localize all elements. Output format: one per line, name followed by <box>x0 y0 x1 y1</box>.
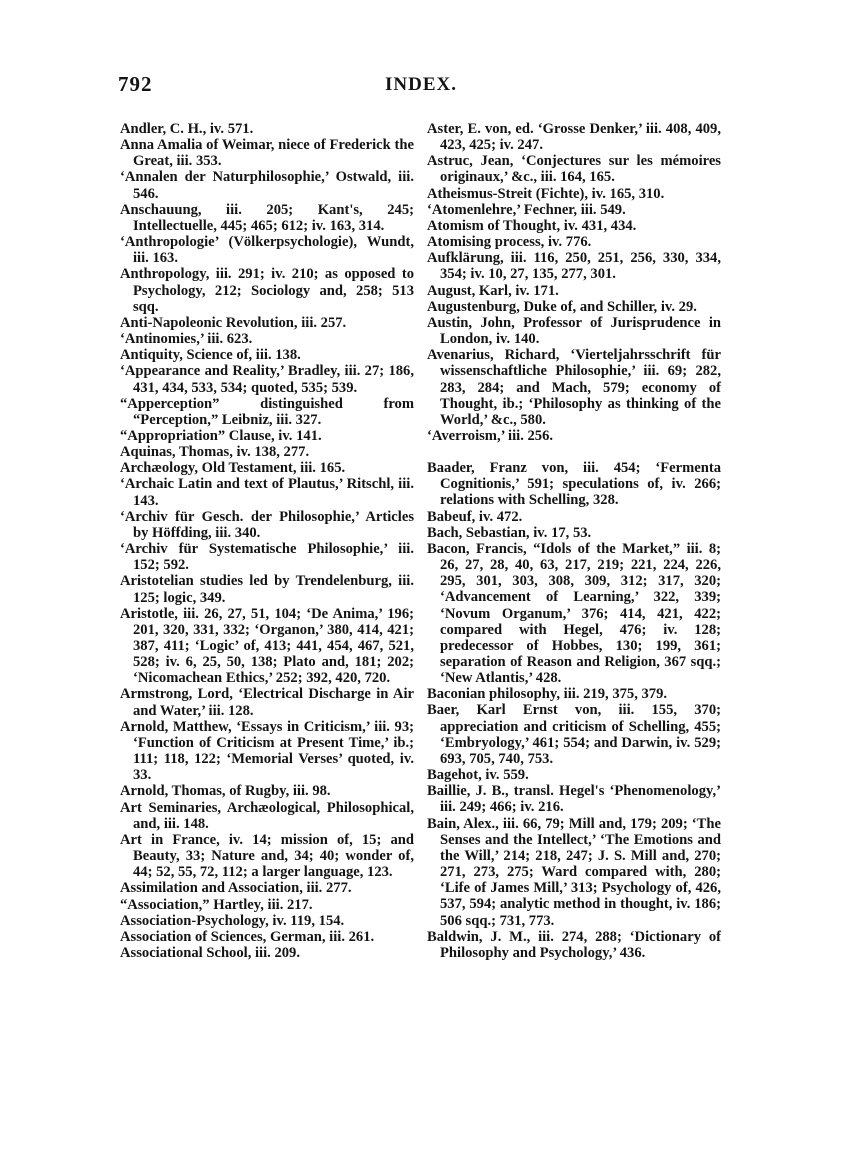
index-entry: Aquinas, Thomas, iv. 138, 277. <box>120 444 310 461</box>
index-entry: “Appropriation” Clause, iv. 141. <box>120 427 322 444</box>
index-entry: ‘Appearance and Reality,’ Bradley, iii. 27; 186, 431, 434, 533, 534; quoted, 535; 539. <box>120 363 414 396</box>
index-entry: Anschauung, iii. 205; Kant's, 245; Intellectuelle, 445; 465; 612; iv. 163, 314. <box>120 201 414 234</box>
index-entry: Bagehot, iv. 559. <box>427 767 529 784</box>
index-entry: Assimilation and Association, iii. 277. <box>120 880 352 897</box>
index-entry: Associational School, iii. 209. <box>120 944 301 961</box>
index-entry: Anna Amalia of Weimar, niece of Frederick the Great, iii. 353. <box>120 137 414 170</box>
index-entry: Atomising process, iv. 776. <box>427 234 592 251</box>
index-entry: Art Seminaries, Archæological, Philosophical, and, iii. 148. <box>120 799 414 832</box>
index-entry: Atomism of Thought, iv. 431, 434. <box>427 217 637 234</box>
index-entry: ‘Averroism,’ iii. 256. <box>427 427 554 444</box>
index-entry: Baconian philosophy, iii. 219, 375, 379. <box>427 686 668 703</box>
index-entry: Anthropology, iii. 291; iv. 210; as opposed to Psychology, 212; Sociology and, 258; 513 sqq. <box>120 266 414 315</box>
index-entry: Aristotelian studies led by Trendelenburg, iii. 125; logic, 349. <box>120 573 414 606</box>
index-entry: Association of Sciences, German, iii. 261. <box>120 928 375 945</box>
index-entry: ‘Archaic Latin and text of Plautus,’ Ritschl, iii. 143. <box>120 476 414 509</box>
index-entry: Atheismus-Streit (Fichte), iv. 165, 310. <box>427 185 665 202</box>
index-entry: “Association,” Hartley, iii. 217. <box>120 896 313 913</box>
index-entry: Arnold, Thomas, of Rugby, iii. 98. <box>120 783 331 800</box>
index-entry: Baldwin, J. M., iii. 274, 288; ‘Dictionary of Philosophy and Psychology,’ 436. <box>427 928 721 961</box>
index-entry: Andler, C. H., iv. 571. <box>120 121 254 137</box>
index-column-left <box>120 121 414 961</box>
index-entry: Association-Psychology, iv. 119, 154. <box>120 912 345 929</box>
index-entry: Bacon, Francis, “Idols of the Market,” iii. 8; 26, 27, 28, 40, 63, 217, 219; 221, 224, 226, 295, 301, 303, 308, 309, 312; 317, 320; ‘Advancement of Learning,’ 322, 339; ‘Novum Organum,’ 376; 414, 421, 422; compared with Hegel, 476; iv. 128; predecessor of Hobbes, 130; 199, 361; separation of Reason and Religion, 367 sqq.; ‘New Atlantis,’ 428. <box>427 540 721 687</box>
page-title: INDEX. <box>385 74 457 95</box>
index-entry: Baer, Karl Ernst von, iii. 155, 370; appreciation and criticism of Schelling, 455; ‘Embryology,’ 461; 554; and Darwin, iv. 529; 693, 705, 740, 753. <box>427 702 721 767</box>
index-entry: Austin, John, Professor of Jurisprudence in London, iv. 140. <box>427 314 721 348</box>
index-entry: ‘Atomenlehre,’ Fechner, iii. 549. <box>427 201 626 218</box>
index-entry: ‘Anthropologie’ (Völkerpsychologie), Wundt, iii. 163. <box>120 234 414 267</box>
index-entry: August, Karl, iv. 171. <box>427 282 559 299</box>
index-entry: Astruc, Jean, ‘Conjectures sur les mémoires originaux,’ &c., iii. 164, 165. <box>427 153 721 186</box>
index-entry: Babeuf, iv. 472. <box>427 508 523 525</box>
index-entry: Aristotle, iii. 26, 27, 51, 104; ‘De Anima,’ 196; 201, 320, 331, 332; ‘Organon,’ 380, 414, 421; 387, 411; ‘Logic’ of, 413; 441, 454, 467, 521, 528; iv. 6, 25, 50, 138; Plato and, 181; 202; ‘Nicomachean Ethics,’ 252; 392, 420, 720. <box>120 605 414 687</box>
index-entry: Aster, E. von, ed. ‘Grosse Denker,’ iii. 408, 409, 423, 425; iv. 247. <box>427 121 721 154</box>
index-entry: ‘Archiv für Systematische Philosophie,’ iii. 152; 592. <box>120 541 414 574</box>
index-entry: Art in France, iv. 14; mission of, 15; and Beauty, 33; Nature and, 34; 40; wonder of, 44; 52, 55, 72, 112; a larger language, 123. <box>120 831 414 881</box>
index-entry: Baader, Franz von, iii. 454; ‘Fermenta Cognitionis,’ 591; speculations of, iv. 266; relations with Schelling, 328. <box>427 460 721 509</box>
index-entry: ‘Archiv für Gesch. der Philosophie,’ Articles by Höffding, iii. 340. <box>120 508 414 541</box>
index-entry: Antiquity, Science of, iii. 138. <box>120 347 301 364</box>
index-entry: Aufklärung, iii. 116, 250, 251, 256, 330, 334, 354; iv. 10, 27, 135, 277, 301. <box>427 250 721 283</box>
index-entry: Baillie, J. B., transl. Hegel's ‘Phenomenology,’ iii. 249; 466; iv. 216. <box>427 783 721 816</box>
index-column-right <box>427 121 721 961</box>
index-entry: Archæology, Old Testament, iii. 165. <box>120 460 346 477</box>
index-entry: Armstrong, Lord, ‘Electrical Discharge in Air and Water,’ iii. 128. <box>120 686 414 719</box>
index-entry: Arnold, Matthew, ‘Essays in Criticism,’ iii. 93; ‘Function of Criticism at Present Time,’ ib.; 111; 118, 122; ‘Memorial Verses’ quoted, iv. 33. <box>120 718 414 784</box>
page-number: 792 <box>118 72 153 96</box>
index-entry: Avenarius, Richard, ‘Vierteljahrsschrift für wissenschaftliche Philosophie,’ iii. 69; 282, 283, 284; and Mach, 579; economy of Thought, ib.; ‘Philosophy as thinking of the World,’ &c., 580. <box>427 347 721 428</box>
index-entry: Anti-Napoleonic Revolution, iii. 257. <box>120 314 347 331</box>
index-entry: ‘Annalen der Naturphilosophie,’ Ostwald, iii. 546. <box>120 169 414 202</box>
index-entry: Bach, Sebastian, iv. 17, 53. <box>427 524 592 541</box>
index-entry: ‘Antinomies,’ iii. 623. <box>120 331 253 348</box>
index-entry: Bain, Alex., iii. 66, 79; Mill and, 179; 209; ‘The Senses and the Intellect,’ ‘The Emotions and the Will,’ 214; 218, 247; J. S. Mill and, 270; 271, 273, 275; Ward compared with, 280; ‘Life of James Mill,’ 313; Psychology of, 426, 537, 594; analytic method in thought, iv. 186; 506 sqq.; 731, 773. <box>427 815 721 929</box>
index-entry: Augustenburg, Duke of, and Schiller, iv. 29. <box>427 298 697 315</box>
index-entry: “Apperception” distinguished from “Perception,” Leibniz, iii. 327. <box>120 395 414 428</box>
